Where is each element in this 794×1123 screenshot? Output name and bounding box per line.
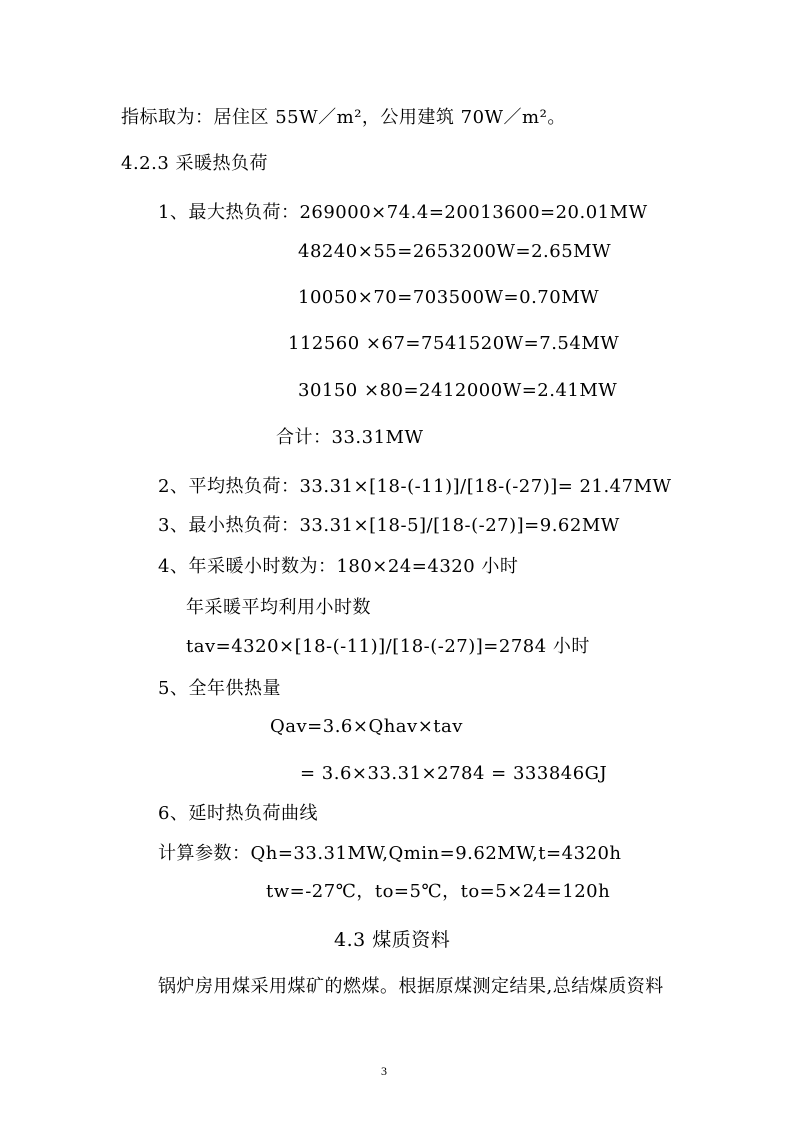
text-line-calc-112560: 112560 ×67=7541520W=7.54MW	[288, 333, 620, 354]
text-line-qav-result: = 3.6×33.31×2784 = 333846GJ	[300, 763, 608, 784]
text-line-calc-30150: 30150 ×80=2412000W=2.41MW	[298, 380, 618, 401]
text-line-annual-hours: 4、年采暖小时数为：180×24=4320 小时	[158, 556, 519, 577]
text-line-calc-10050: 10050×70=703500W=0.70MW	[298, 287, 600, 308]
text-line-qav-formula: Qav=3.6×Qhav×tav	[270, 716, 463, 737]
text-line-avg-heat-load: 2、平均热负荷：33.31×[18-(-11)]/[18-(-27)]= 21.47MW	[158, 476, 672, 497]
text-line-tav-formula: tav=4320×[18-(-11)]/[18-(-27)]=2784 小时	[186, 636, 590, 657]
section-heading-4-3: 4.3 煤质资料	[334, 929, 451, 951]
text-line-heat-index: 指标取为：居住区 55W／m²，公用建筑 70W／m²。	[121, 107, 566, 128]
section-heading-4-2-3: 4.2.3 采暖热负荷	[121, 153, 269, 174]
page-number: 3	[381, 1064, 387, 1078]
text-line-min-heat-load: 3、最小热负荷：33.31×[18-5]/[18-(-27)]=9.62MW	[158, 515, 620, 536]
text-line-duration-curve: 6、延时热负荷曲线	[158, 803, 318, 824]
text-line-calc-params: 计算参数：Qh=33.31MW,Qmin=9.62MW,t=4320h	[158, 843, 622, 864]
text-line-max-heat-load: 1、最大热负荷：269000×74.4=20013600=20.01MW	[158, 202, 648, 223]
text-line-avg-utilization-hours: 年采暖平均利用小时数	[186, 597, 371, 618]
text-line-coal-quality: 锅炉房用煤采用煤矿的燃煤。根据原煤测定结果,总结煤质资料	[158, 976, 664, 997]
text-line-calc-48240: 48240×55=2653200W=2.65MW	[298, 241, 612, 262]
text-line-annual-heat-supply: 5、全年供热量	[158, 678, 281, 699]
text-line-total: 合计：33.31MW	[276, 427, 424, 448]
text-line-temperature-params: tw=-27℃，to=5℃，to=5×24=120h	[266, 881, 611, 902]
